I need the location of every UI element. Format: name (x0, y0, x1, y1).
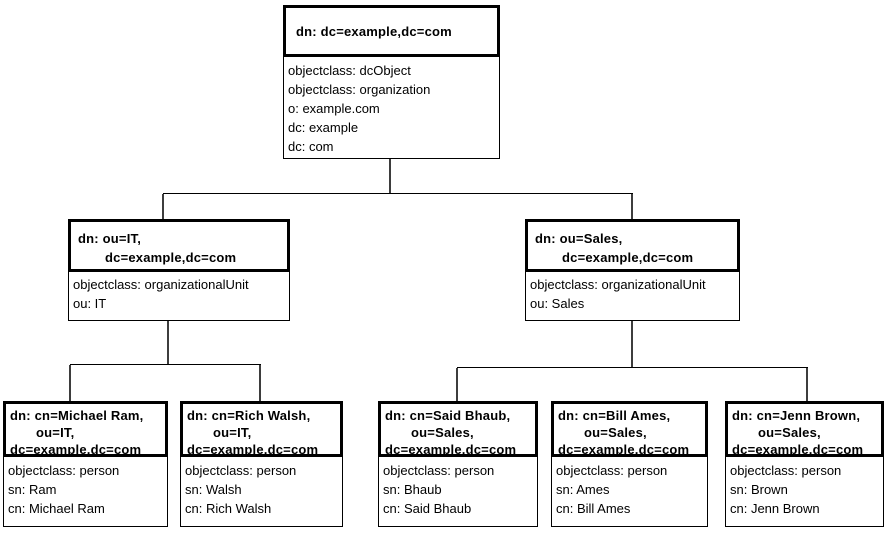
attribute-line: ou: Sales (530, 296, 585, 311)
node-dn-continued: dc=example,dc=com (105, 250, 237, 265)
connector-drop-rich-walsh (259, 365, 261, 401)
node-attributes (3, 457, 168, 527)
node-header (378, 401, 538, 457)
node-dn: dn: cn=Jenn Brown, (732, 408, 861, 423)
node-header (525, 219, 740, 272)
attribute-line: cn: Bill Ames (556, 501, 631, 516)
attribute-line: objectclass: person (556, 463, 668, 478)
node-dn: dn: ou=Sales, (535, 231, 623, 246)
ldap-node-bill-ames (551, 401, 708, 527)
attribute-line: objectclass: organizationalUnit (73, 277, 249, 292)
attribute-line: sn: Walsh (185, 482, 242, 497)
attribute-line: cn: Said Bhaub (383, 501, 472, 516)
node-header (551, 401, 708, 457)
node-dn: dn: dc=example,dc=com (296, 23, 452, 39)
node-dn-continued: dc=example,dc=com (187, 442, 319, 457)
attribute-line: o: example.com (288, 101, 380, 116)
connector-it-stem (167, 321, 169, 364)
connector-sales-rail (457, 367, 808, 368)
attribute-line: objectclass: person (730, 463, 842, 478)
attribute-line: sn: Bhaub (383, 482, 442, 497)
attribute-line: ou: IT (73, 296, 107, 311)
node-attributes (525, 272, 740, 321)
node-dn: dn: cn=Said Bhaub, (385, 408, 511, 423)
node-dn: dn: ou=IT, (78, 231, 142, 246)
connector-it-rail (70, 364, 261, 365)
connector-drop-it (162, 194, 164, 219)
attribute-line: cn: Rich Walsh (185, 501, 272, 516)
attribute-line: sn: Ames (556, 482, 610, 497)
node-dn-continued: dc=example,dc=com (10, 442, 142, 457)
node-attributes (725, 457, 884, 527)
ldap-node-root (283, 5, 500, 159)
node-attributes (551, 457, 708, 527)
ldap-node-ou-it (68, 219, 290, 321)
connector-drop-said-bhaub (456, 368, 458, 401)
ldap-node-rich-walsh (180, 401, 343, 527)
node-dn-continued: dc=example,dc=com (558, 442, 690, 457)
attribute-line: objectclass: organizationalUnit (530, 277, 706, 292)
attribute-line: objectclass: dcObject (288, 63, 411, 78)
connector-drop-michael-ram (69, 365, 71, 401)
connector-level1-rail (163, 193, 633, 194)
node-dn-continued: ou=IT, (213, 425, 252, 440)
node-header (283, 5, 500, 57)
node-dn-continued: ou=Sales, (758, 425, 821, 440)
node-header (725, 401, 884, 457)
ldap-node-michael-ram (3, 401, 168, 527)
ldap-node-jenn-brown (725, 401, 884, 527)
node-dn-continued: ou=Sales, (584, 425, 647, 440)
node-dn: dn: cn=Rich Walsh, (187, 408, 311, 423)
node-dn-continued: ou=IT, (36, 425, 75, 440)
node-dn-continued: dc=example,dc=com (385, 442, 517, 457)
ldap-node-said-bhaub (378, 401, 538, 527)
node-dn: dn: cn=Bill Ames, (558, 408, 671, 423)
node-dn-continued: dc=example,dc=com (732, 442, 864, 457)
attribute-line: objectclass: person (383, 463, 495, 478)
node-attributes (378, 457, 538, 527)
attribute-line: sn: Brown (730, 482, 788, 497)
node-attributes (68, 272, 290, 321)
node-dn-continued: ou=Sales, (411, 425, 474, 440)
node-header (3, 401, 168, 457)
node-header (180, 401, 343, 457)
attribute-line: cn: Michael Ram (8, 501, 105, 516)
attribute-line: sn: Ram (8, 482, 57, 497)
connector-root-stem (389, 159, 391, 193)
node-header (68, 219, 290, 272)
connector-drop-sales (631, 194, 633, 219)
node-dn: dn: cn=Michael Ram, (10, 408, 144, 423)
node-attributes (283, 57, 500, 159)
connector-sales-stem (631, 321, 633, 367)
connector-drop-jenn-brown (806, 368, 808, 401)
node-dn-continued: dc=example,dc=com (562, 250, 694, 265)
attribute-line: dc: example (288, 120, 359, 135)
attribute-line: objectclass: person (8, 463, 120, 478)
attribute-line: objectclass: organization (288, 82, 431, 97)
attribute-line: objectclass: person (185, 463, 297, 478)
node-attributes (180, 457, 343, 527)
attribute-line: dc: com (288, 139, 334, 154)
ldap-node-ou-sales (525, 219, 740, 321)
attribute-line: cn: Jenn Brown (730, 501, 820, 516)
